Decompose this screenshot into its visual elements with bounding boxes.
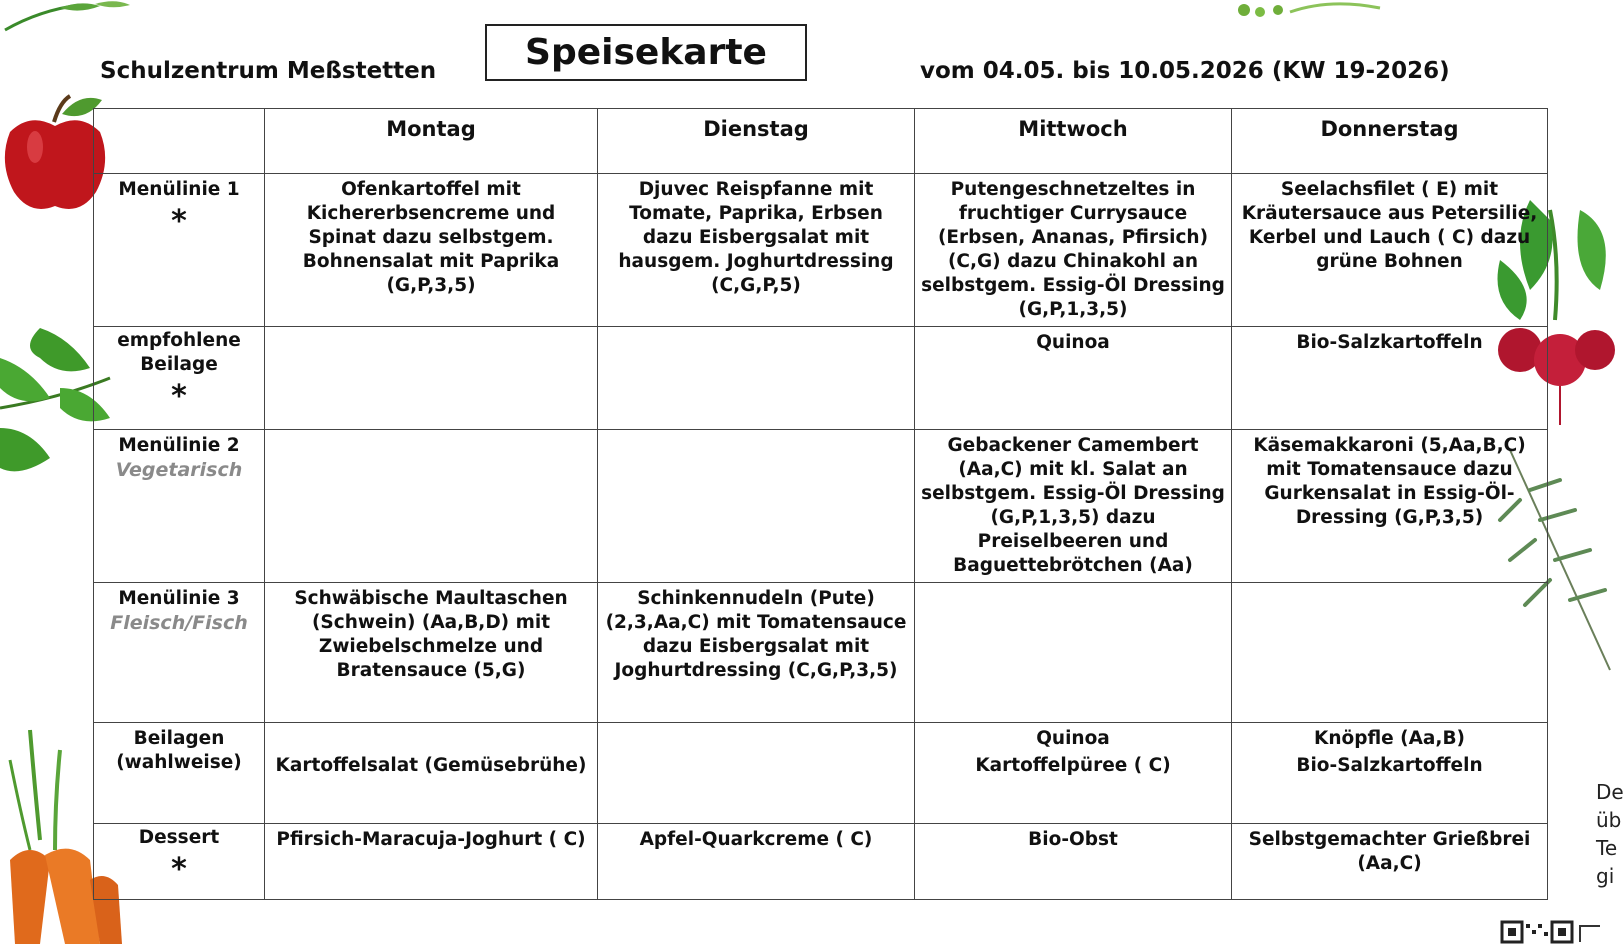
menu-cell [265,327,598,430]
star-marker: * [171,852,187,887]
row-sublabel: Fleisch/Fisch [110,612,248,634]
peas-top-icon [1230,0,1390,22]
day-header: Montag [265,109,598,174]
cell-line: Quinoa [1036,728,1110,749]
school-name: Schulzentrum Meßstetten [100,58,437,84]
star-marker: * [171,204,187,239]
menu-cell: Apfel-Quarkcreme ( C) [598,824,915,900]
menu-cell: Pfirsich-Maracuja-Joghurt ( C) [265,824,598,900]
menu-cell: Seelachsfilet ( E) mit Kräutersauce aus Petersilie, Kerbel und Lauch ( C) dazu grüne Bohnen [1232,174,1548,327]
row-label: empfohlene Beilage [117,330,241,375]
row-label-cell [94,583,265,723]
cell-line: Bio-Salzkartoffeln [1296,755,1483,776]
menu-cell: Ofenkartoffel mit Kichererbsencreme und Spinat dazu selbstgem. Bohnensalat mit Paprika (G,P,3,5) [265,174,598,327]
menu-cell [598,430,915,583]
row-recommended-side [94,327,1548,430]
row-label-cell [94,824,265,900]
corner-cell [94,109,265,174]
row-label: Menülinie 1 [118,179,240,200]
row-label: Dessert [138,827,220,848]
table-header-row [94,109,1548,174]
menu-cell [915,723,1232,824]
row-label: Menülinie 2 [118,435,240,456]
menu-cell [1232,723,1548,824]
menu-cell: Schinkennudeln (Pute) (2,3,Aa,C) mit Tomatensauce dazu Eisbergsalat mit Joghurtdressing (C,G,P,3,5) [598,583,915,723]
menu-cell [598,723,915,824]
row-label-cell [94,430,265,583]
menu-cell: Quinoa [915,327,1232,430]
cell-line: Knöpfle (Aa,B) [1314,728,1465,749]
cell-line: Kartoffelpüree ( C) [975,755,1171,776]
row-label-cell [94,174,265,327]
row-sides [94,723,1548,824]
menu-cell: Djuvec Reispfanne mit Tomate, Paprika, Erbsen dazu Eisbergsalat mit hausgem. Joghurtdressing (C,G,P,5) [598,174,915,327]
menu-table [93,108,1548,900]
side-note-line: De [1596,780,1624,804]
day-header: Mittwoch [915,109,1232,174]
row-label: Menülinie 3 [118,588,240,609]
menu-cell: Gebackener Camembert (Aa,C) mit kl. Salat an selbstgem. Essig-Öl Dressing (G,P,1,3,5) dazu Preiselbeeren und Baguettebrötchen (Aa) [915,430,1232,583]
row-menuline-2 [94,430,1548,583]
side-note-line: gi [1596,864,1615,888]
menu-cell: Schwäbische Maultaschen (Schwein) (Aa,B,D) mit Zwiebelschmelze und Bratensauce (5,G) [265,583,598,723]
menu-cell: Bio-Obst [915,824,1232,900]
cell-line [270,727,592,754]
menu-cell: Bio-Salzkartoffeln [1232,327,1548,430]
menu-cell [1232,583,1548,723]
menu-cell: Käsemakkaroni (5,Aa,B,C) mit Tomatensauce dazu Gurkensalat in Essig-Öl-Dressing (G,P,3,5) [1232,430,1548,583]
menu-cell [265,430,598,583]
menu-cell [265,723,598,824]
row-sublabel: Vegetarisch [115,459,243,481]
menu-cell: Putengeschnetzeltes in fruchtiger Currysauce (Erbsen, Ananas, Pfirsich) (C,G) dazu Chinakohl an selbstgem. Essig-Öl Dressing (G,P,1,3,5) [915,174,1232,327]
day-header: Donnerstag [1232,109,1548,174]
cell-line: Kartoffelsalat (Gemüsebrühe) [275,755,587,776]
side-note-line: Te [1596,836,1618,860]
star-marker: * [171,379,187,414]
date-range: vom 04.05. bis 10.05.2026 (KW 19-2026) [920,58,1450,84]
page-title: Speisekarte [485,24,807,81]
side-note-line: üb [1596,808,1622,832]
menu-cell [915,583,1232,723]
herb-top-left-icon [0,0,140,40]
row-menuline-3 [94,583,1548,723]
qr-code-icon [1500,920,1610,944]
row-dessert [94,824,1548,900]
row-label-cell [94,327,265,430]
day-header: Dienstag [598,109,915,174]
menu-cell: Selbstgemachter Grießbrei (Aa,C) [1232,824,1548,900]
row-label-cell: Beilagen (wahlweise) [94,723,265,824]
row-menuline-1 [94,174,1548,327]
menu-cell [598,327,915,430]
side-note [1596,778,1624,890]
